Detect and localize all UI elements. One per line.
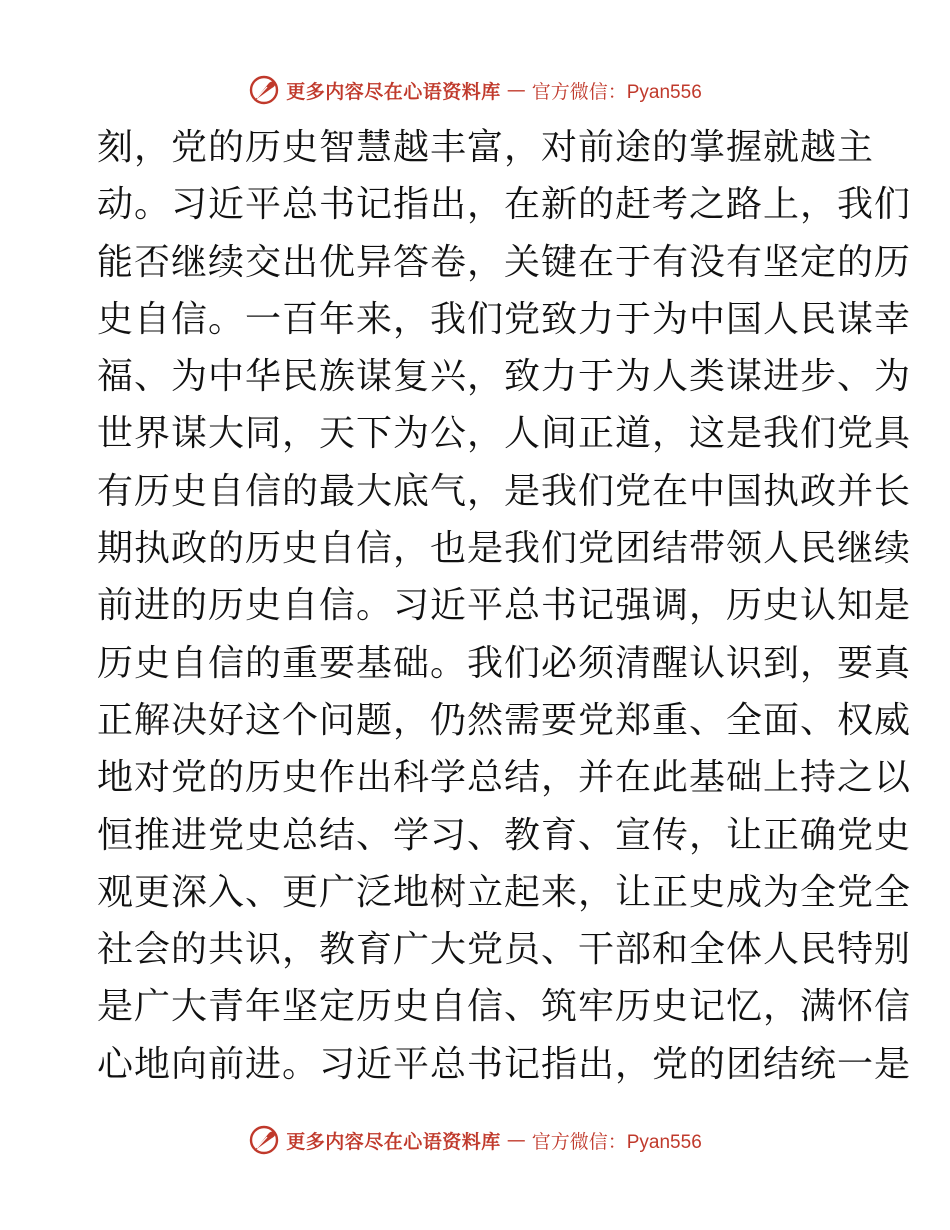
watermark-dash: —	[506, 1129, 526, 1151]
body-line: 历史自信的重要基础。我们必须清醒认识到，要真	[97, 642, 912, 684]
body-line: 动。习近平总书记指出，在新的赶考之路上，我们	[97, 184, 912, 226]
document-body	[97, 119, 912, 1093]
body-line: 地对党的历史作出科学总结，并在此基础上持之以	[97, 757, 912, 799]
footer-watermark-banner	[0, 1120, 950, 1160]
body-line: 有历史自信的最大底气，是我们党在中国执政并长	[97, 470, 912, 512]
body-line: 正解决好这个问题，仍然需要党郑重、全面、权威	[97, 699, 912, 741]
body-line: 心地向前进。习近平总书记指出，党的团结统一是	[97, 1043, 912, 1085]
body-line: 福、为中华民族谋复兴，致力于为人类谋进步、为	[97, 356, 912, 398]
watermark-contact-label: 官方微信：	[531, 80, 627, 103]
quill-pen-logo-icon	[248, 1124, 280, 1156]
body-line: 世界谋大同，天下为公，人间正道，这是我们党具	[97, 413, 912, 455]
body-line: 是广大青年坚定历史自信、筑牢历史记忆，满怀信	[97, 986, 912, 1028]
body-line: 社会的共识，教育广大党员、干部和全体人民特别	[97, 929, 912, 971]
quill-pen-logo-icon	[248, 74, 280, 106]
body-line: 恒推进党史总结、学习、教育、宣传，让正确党史	[97, 814, 912, 856]
watermark-contact-id: Pyan556	[626, 81, 702, 103]
body-line: 刻，党的历史智慧越丰富，对前途的掌握就越主	[97, 127, 875, 168]
watermark-contact-id: Pyan556	[626, 1131, 702, 1153]
body-line: 期执政的历史自信，也是我们党团结带领人民继续	[97, 528, 912, 570]
watermark-contact-label: 官方微信：	[531, 1130, 627, 1153]
watermark-text: 更多内容尽在心语资料库	[286, 1130, 501, 1153]
body-line: 观更深入、更广泛地树立起来，让正史成为全党全	[97, 871, 912, 913]
watermark-contact	[532, 1127, 702, 1154]
body-line: 史自信。一百年来，我们党致力于为中国人民谋幸	[97, 298, 912, 340]
header-watermark-banner	[0, 70, 950, 110]
body-line: 前进的历史自信。习近平总书记强调，历史认知是	[97, 585, 912, 627]
watermark-text: 更多内容尽在心语资料库	[286, 80, 501, 103]
watermark-dash: —	[506, 79, 526, 101]
watermark-contact	[532, 77, 702, 104]
body-line: 能否继续交出优异答卷，关键在于有没有坚定的历	[97, 241, 912, 283]
